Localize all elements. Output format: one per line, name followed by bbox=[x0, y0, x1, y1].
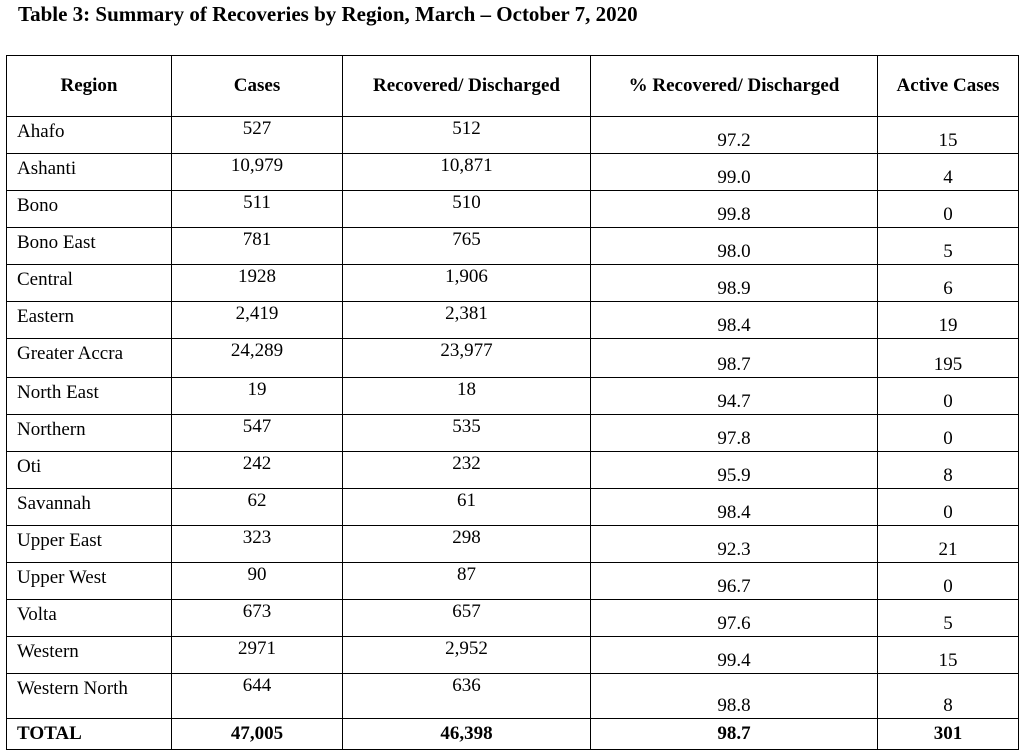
cell-pct-recovered: 98.4 bbox=[591, 302, 878, 339]
cell-recovered: 510 bbox=[343, 191, 591, 228]
total-recovered: 46,398 bbox=[343, 719, 591, 750]
cell-pct-recovered: 98.9 bbox=[591, 265, 878, 302]
cell-region: Ahafo bbox=[7, 117, 172, 154]
cell-cases: 547 bbox=[172, 415, 343, 452]
table-row bbox=[7, 154, 1019, 191]
cell-recovered: 1,906 bbox=[343, 265, 591, 302]
cell-cases: 2971 bbox=[172, 637, 343, 674]
cell-pct-recovered: 98.4 bbox=[591, 489, 878, 526]
cell-cases: 90 bbox=[172, 563, 343, 600]
cell-recovered: 657 bbox=[343, 600, 591, 637]
cell-recovered: 298 bbox=[343, 526, 591, 563]
total-row bbox=[7, 719, 1019, 750]
table-row bbox=[7, 452, 1019, 489]
cell-active-cases: 19 bbox=[878, 302, 1019, 339]
table-row bbox=[7, 302, 1019, 339]
cell-recovered: 23,977 bbox=[343, 339, 591, 378]
cell-region: Oti bbox=[7, 452, 172, 489]
cell-active-cases: 5 bbox=[878, 228, 1019, 265]
table-body bbox=[7, 117, 1019, 719]
table-row bbox=[7, 265, 1019, 302]
cell-region: Greater Accra bbox=[7, 339, 172, 378]
cell-cases: 673 bbox=[172, 600, 343, 637]
cell-region: Volta bbox=[7, 600, 172, 637]
cell-pct-recovered: 99.0 bbox=[591, 154, 878, 191]
cell-region: Bono East bbox=[7, 228, 172, 265]
cell-recovered: 636 bbox=[343, 674, 591, 719]
cell-region: Savannah bbox=[7, 489, 172, 526]
table-caption: Table 3: Summary of Recoveries by Region, March – October 7, 2020 bbox=[18, 2, 638, 26]
total-label: TOTAL bbox=[7, 719, 172, 750]
cell-recovered: 87 bbox=[343, 563, 591, 600]
table-row bbox=[7, 526, 1019, 563]
cell-active-cases: 15 bbox=[878, 637, 1019, 674]
table-row bbox=[7, 600, 1019, 637]
cell-cases: 511 bbox=[172, 191, 343, 228]
cell-region: Upper West bbox=[7, 563, 172, 600]
cell-cases: 644 bbox=[172, 674, 343, 719]
header-recovered: Recovered/ Discharged bbox=[343, 56, 591, 117]
cell-cases: 323 bbox=[172, 526, 343, 563]
cell-active-cases: 8 bbox=[878, 674, 1019, 719]
cell-recovered: 2,952 bbox=[343, 637, 591, 674]
cell-pct-recovered: 98.0 bbox=[591, 228, 878, 265]
table-row bbox=[7, 563, 1019, 600]
cell-recovered: 232 bbox=[343, 452, 591, 489]
cell-active-cases: 5 bbox=[878, 600, 1019, 637]
table-row bbox=[7, 228, 1019, 265]
cell-pct-recovered: 97.2 bbox=[591, 117, 878, 154]
cell-active-cases: 21 bbox=[878, 526, 1019, 563]
header-pct-recovered: % Recovered/ Discharged bbox=[591, 56, 878, 117]
cell-pct-recovered: 97.6 bbox=[591, 600, 878, 637]
cell-pct-recovered: 92.3 bbox=[591, 526, 878, 563]
cell-region: Western bbox=[7, 637, 172, 674]
cell-cases: 242 bbox=[172, 452, 343, 489]
table-row bbox=[7, 339, 1019, 378]
cell-pct-recovered: 97.8 bbox=[591, 415, 878, 452]
cell-region: Central bbox=[7, 265, 172, 302]
table-row bbox=[7, 191, 1019, 228]
cell-pct-recovered: 99.4 bbox=[591, 637, 878, 674]
total-active-cases: 301 bbox=[878, 719, 1019, 750]
header-cases: Cases bbox=[172, 56, 343, 117]
cell-recovered: 10,871 bbox=[343, 154, 591, 191]
recoveries-table bbox=[6, 55, 1019, 750]
cell-active-cases: 15 bbox=[878, 117, 1019, 154]
cell-region: North East bbox=[7, 378, 172, 415]
table-row bbox=[7, 674, 1019, 719]
cell-recovered: 535 bbox=[343, 415, 591, 452]
cell-cases: 527 bbox=[172, 117, 343, 154]
table-row bbox=[7, 415, 1019, 452]
cell-pct-recovered: 95.9 bbox=[591, 452, 878, 489]
cell-cases: 10,979 bbox=[172, 154, 343, 191]
total-pct-recovered: 98.7 bbox=[591, 719, 878, 750]
cell-region: Bono bbox=[7, 191, 172, 228]
cell-active-cases: 0 bbox=[878, 563, 1019, 600]
cell-active-cases: 8 bbox=[878, 452, 1019, 489]
cell-active-cases: 195 bbox=[878, 339, 1019, 378]
header-row bbox=[7, 56, 1019, 117]
cell-active-cases: 0 bbox=[878, 378, 1019, 415]
table-row bbox=[7, 637, 1019, 674]
total-cases: 47,005 bbox=[172, 719, 343, 750]
cell-pct-recovered: 94.7 bbox=[591, 378, 878, 415]
cell-cases: 781 bbox=[172, 228, 343, 265]
cell-recovered: 765 bbox=[343, 228, 591, 265]
cell-pct-recovered: 98.8 bbox=[591, 674, 878, 719]
cell-cases: 2,419 bbox=[172, 302, 343, 339]
cell-cases: 19 bbox=[172, 378, 343, 415]
cell-cases: 1928 bbox=[172, 265, 343, 302]
header-region: Region bbox=[7, 56, 172, 117]
table-row bbox=[7, 378, 1019, 415]
cell-region: Upper East bbox=[7, 526, 172, 563]
cell-pct-recovered: 99.8 bbox=[591, 191, 878, 228]
table-row bbox=[7, 117, 1019, 154]
cell-recovered: 512 bbox=[343, 117, 591, 154]
cell-pct-recovered: 98.7 bbox=[591, 339, 878, 378]
cell-cases: 62 bbox=[172, 489, 343, 526]
cell-recovered: 61 bbox=[343, 489, 591, 526]
cell-region: Eastern bbox=[7, 302, 172, 339]
cell-cases: 24,289 bbox=[172, 339, 343, 378]
cell-active-cases: 0 bbox=[878, 489, 1019, 526]
cell-recovered: 18 bbox=[343, 378, 591, 415]
cell-active-cases: 4 bbox=[878, 154, 1019, 191]
cell-active-cases: 0 bbox=[878, 415, 1019, 452]
cell-active-cases: 6 bbox=[878, 265, 1019, 302]
cell-pct-recovered: 96.7 bbox=[591, 563, 878, 600]
cell-region: Northern bbox=[7, 415, 172, 452]
cell-region: Ashanti bbox=[7, 154, 172, 191]
table-row bbox=[7, 489, 1019, 526]
cell-recovered: 2,381 bbox=[343, 302, 591, 339]
header-active-cases: Active Cases bbox=[878, 56, 1019, 117]
cell-region: Western North bbox=[7, 674, 172, 719]
cell-active-cases: 0 bbox=[878, 191, 1019, 228]
